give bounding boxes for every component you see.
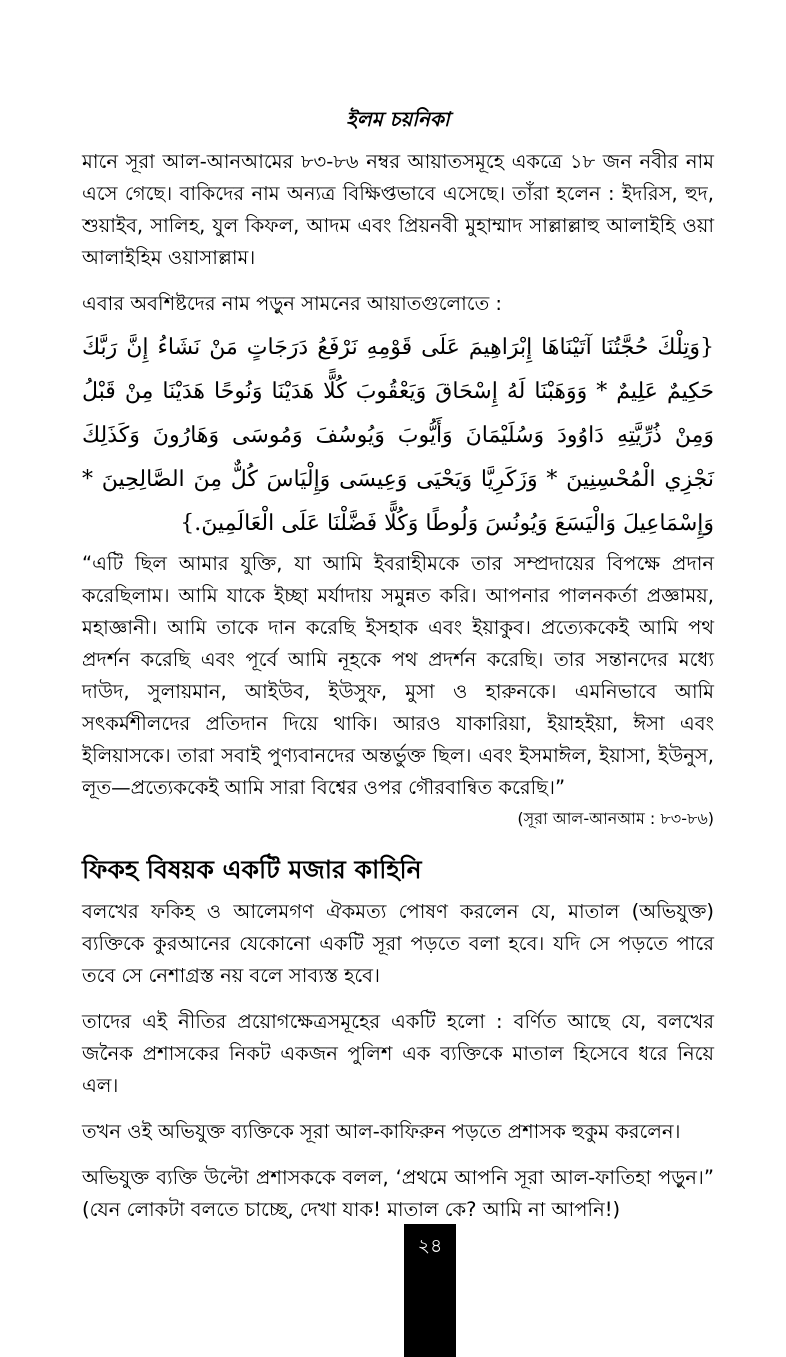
intro-paragraph: মানে সূরা আল-আনআমের ৮৩-৮৬ নম্বর আয়াতসমূহে একত্রে ১৮ জন নবীর নাম এসে গেছে। বাকিদের নাম অন্যত্র বিক্ষিপ্তভাবে এসেছে। তাঁরা হলেন : ইদরিস, হুদ, শুয়াইব, সালিহ, যুল কিফল, আদম এবং প্রিয়নবী মুহাম্মাদ সাল্লাল্লাহু আলাইহি ওয়া আলাইহিম ওয়াসাল্লাম।	[82, 150, 714, 269]
arabic-verse: {وَتِلْكَ حُجَّتُنَا آتَيْنَاهَا إِبْرَاهِيمَ عَلَى قَوْمِهِ نَرْفَعُ دَرَجَاتٍ مَنْ نَشَاءُ إِنَّ رَبَّكَ حَكِيمٌ عَلِيمٌ * وَوَهَبْنَا لَهُ إِسْحَاقَ وَيَعْقُوبَ كُلًّا هَدَيْنَا وَنُوحًا هَدَيْنَا مِنْ قَبْلُ وَمِنْ ذُرِّيَّتِهِ دَاوُودَ وَسُلَيْمَانَ وَأَيُّوبَ وَيُوسُفَ وَمُوسَى وَهَارُونَ وَكَذَلِكَ نَجْزِي الْمُحْسِنِينَ * وَزَكَرِيَّا وَيَحْيَى وَعِيسَى وَإِلْيَاسَ كُلٌّ مِنَ الصَّالِحِينَ * وَإِسْمَاعِيلَ وَالْيَسَعَ وَيُونُسَ وَلُوطًا وَكُلًّا فَضَّلْنَا عَلَى الْعَالَمِينَ.}	[82, 335, 714, 536]
story-paragraph: তখন ওই অভিযুক্ত ব্যক্তিকে সূরা আল-কাফিরুন পড়তে প্রশাসক হুকুম করলেন।	[82, 1120, 681, 1143]
running-header: ইলম চয়নিকা	[346, 107, 450, 131]
story-paragraph: বলখের ফকিহ ও আলেমগণ ঐকমত্য পোষণ করলেন যে, মাতাল (অভিযুক্ত) ব্যক্তিকে কুরআনের যেকোনো একটি সূরা পড়তে বলা হবে। যদি সে পড়তে পারে তবে সে নেশাগ্রস্ত নয় বলে সাব্যস্ত হবে।	[82, 900, 714, 987]
verse-translation: “এটি ছিল আমার যুক্তি, যা আমি ইবরাহীমকে তার সম্প্রদায়ের বিপক্ষে প্রদান করেছিলাম। আমি যাকে ইচ্ছা মর্যাদায় সমুন্নত করি। আপনার পালনকর্তা প্রজ্ঞাময়, মহাজ্ঞানী। আমি তাকে দান করেছি ইসহাক এবং ইয়াকুব। প্রত্যেককেই আমি পথ প্রদর্শন করেছি এবং পূর্বে আমি নূহকে পথ প্রদর্শন করেছি। তার সন্তানদের মধ্যে দাউদ, সুলায়মান, আইউব, ইউসুফ, মুসা ও হারুনকে। এমনিভাবে আমি সৎকর্মশীলদের প্রতিদান দিয়ে থাকি। আরও যাকারিয়া, ইয়াহইয়া, ঈসা এবং ইলিয়াসকে। তারা সবাই পুণ্যবানদের অন্তর্ভুক্ত ছিল। এবং ইসমাঈল, ইয়াসা, ইউনুস, লূত—প্রত্যেককেই আমি সারা বিশ্বের ওপর গৌরবান্বিত করেছি।”	[82, 552, 714, 799]
story-paragraph: তাদের এই নীতির প্রয়োগক্ষেত্রসমূহের একটি হলো : বর্ণিত আছে যে, বলখের জনৈক প্রশাসকের নিকট একজন পুলিশ এক ব্যক্তিকে মাতাল হিসেবে ধরে নিয়ে এল।	[82, 1010, 714, 1097]
story-paragraph: অভিযুক্ত ব্যক্তি উল্টো প্রশাসককে বলল, ‘প্রথমে আপনি সূরা আল-ফাতিহা পড়ুন।” (যেন লোকটা বলতে চাচ্ছে, দেখা যাক! মাতাল কে? আমি না আপনি!)	[82, 1166, 714, 1221]
verse-citation: (সূরা আল-আনআম : ৮৩-৮৬)	[517, 809, 714, 828]
page-number-tab	[404, 1224, 456, 1357]
page-content	[82, 105, 714, 1226]
page-number: ২৪	[417, 1235, 443, 1257]
section-heading: ফিকহ বিষয়ক একটি মজার কাহিনি	[82, 855, 422, 884]
verse-lead-paragraph: এবার অবশিষ্টদের নাম পড়ুন সামনের আয়াতগুলোতে :	[82, 292, 502, 315]
